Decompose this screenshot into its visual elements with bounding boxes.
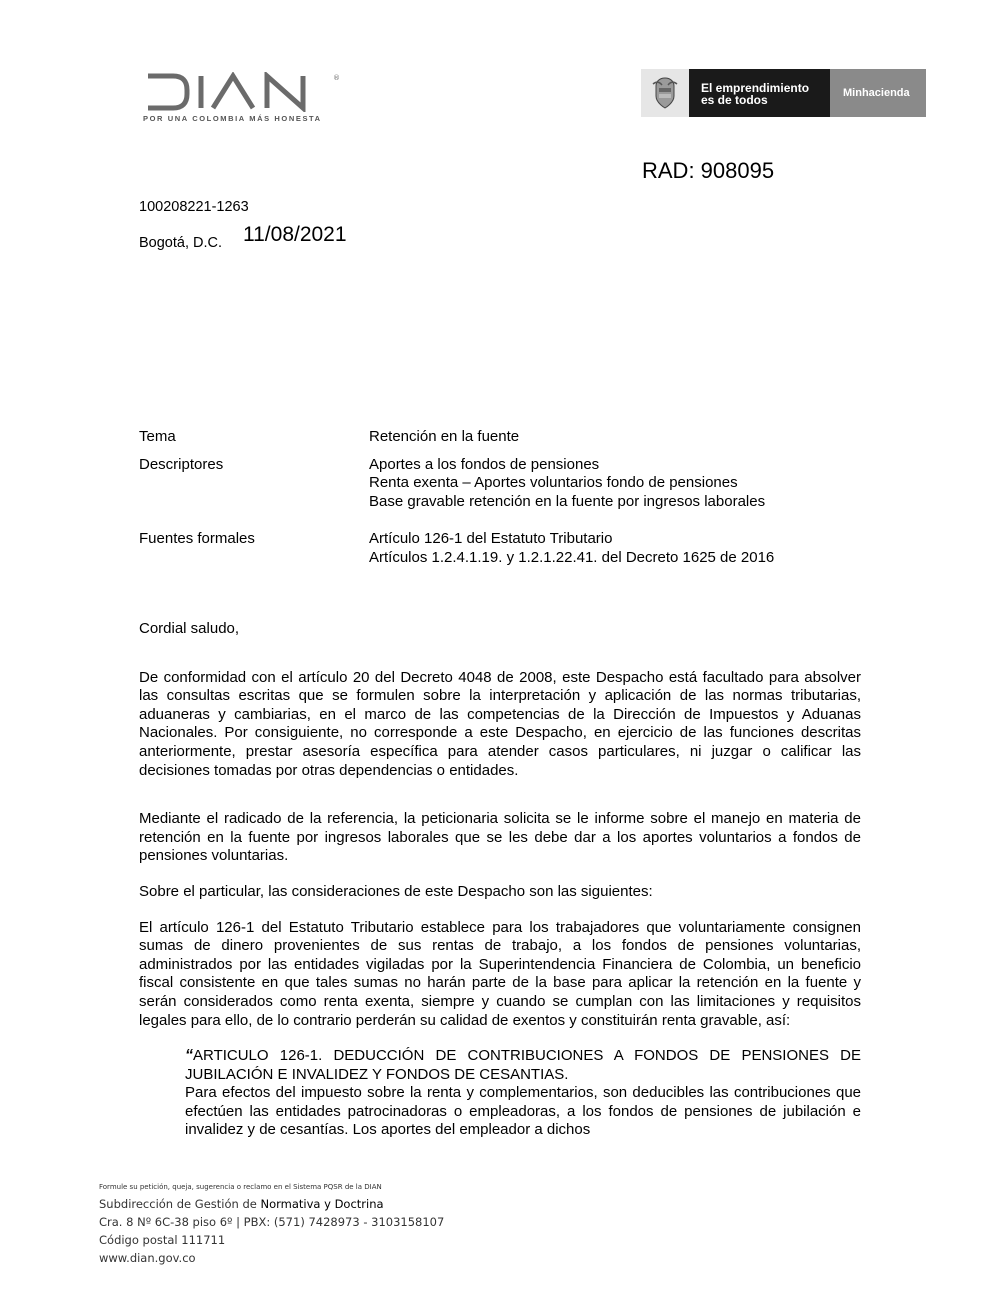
fuente-item: Artículos 1.2.4.1.19. y 1.2.1.22.41. del Decreto 1625 de 2016 (369, 548, 775, 566)
footer-web-link[interactable]: www.dian.gov.co (99, 1251, 196, 1265)
descriptor-item: Renta exenta – Aportes voluntarios fondo de pensiones (369, 474, 738, 491)
footer-pqsr: Formule su petición, queja, sugerencia o reclamo en el Sistema PQSR de la DIAN (99, 1183, 382, 1191)
gov-ministry: Minhacienda (830, 69, 926, 117)
letter-body (139, 620, 861, 1140)
paragraph: El artículo 126-1 del Estatuto Tributario establece para los trabajadores que voluntariamente consignen sumas de dinero provenientes de sus rentas de trabajo, a los fondos de pensiones voluntarias, administrados por las entidades vigiladas por la Superintendencia Financiera de Colombia, un beneficio fiscal consistente en que tales sumas no harán parte de la base para aplicar la retención en la fuente y serán considerados como renta exenta, siempre y cuando se cumplan con las limitaciones y requisitos legales para ello, de lo contrario perderán su calidad de exentos y constituirán renta gravable, así: (139, 918, 861, 1029)
paragraph: Sobre el particular, las consideraciones de este Despacho son las siguientes: (139, 882, 653, 900)
quote-text: Para efectos del impuesto sobre la renta y complementarios, son deducibles las contribuciones que efectúen las entidades patrocinadoras o empleadoras, a los fondos de pensiones de jubilación e invalidez y de cesantías. Los aportes del empleador a dichos (185, 1084, 861, 1139)
descriptor-item: Aportes a los fondos de pensiones (369, 455, 600, 473)
dian-logo-mark (143, 72, 343, 112)
footer (99, 1183, 444, 1267)
city: Bogotá, D.C. (139, 235, 223, 251)
meta-row-fuentes (139, 530, 861, 567)
gov-slogan-line2: es de todos (701, 93, 768, 107)
footer-sub-prefix: Subdirección de Gestión de (99, 1197, 261, 1211)
fuente-item: Artículo 126-1 del Estatuto Tributario (369, 530, 613, 547)
gov-slogan (689, 69, 830, 117)
radicado-number: RAD: 908095 (642, 158, 775, 183)
descriptores-label: Descriptores (139, 455, 224, 473)
quote-title-text: ARTICULO 126-1. DEDUCCIÓN DE CONTRIBUCIONES A FONDOS DE PENSIONES DE JUBILACIÓN E INVALIDEZ Y FONDOS DE CESANTIAS. (185, 1047, 861, 1083)
tema-label: Tema (139, 428, 176, 445)
footer-sub-strong: Normativa y Doctrina (260, 1197, 384, 1211)
descriptor-item: Base gravable retención en la fuente por ingresos laborales (369, 492, 766, 510)
date: 11/08/2021 (243, 223, 347, 246)
logo-tagline: POR UNA COLOMBIA MÁS HONESTA (143, 114, 322, 123)
tema-value: Retención en la fuente (369, 428, 520, 445)
footer-postal: Código postal 111711 (99, 1233, 226, 1247)
coat-of-arms-icon (641, 69, 689, 117)
meta-row-tema (139, 428, 861, 447)
government-banner (641, 69, 926, 117)
reference-number: 100208221-1263 (139, 199, 249, 215)
greeting: Cordial saludo, (139, 620, 240, 637)
footer-subdireccion (99, 1195, 444, 1213)
paragraph: Mediante el radicado de la referencia, la peticionaria solicita se le informe sobre el manejo en materia de retención en la fuente por ingresos laborales que se les debe dar a los aportes voluntarios a fondos de pensiones voluntarias. (139, 810, 861, 865)
fuentes-label: Fuentes formales (139, 530, 255, 547)
svg-text:®: ® (333, 74, 340, 82)
meta-row-descriptores (139, 456, 861, 512)
quote-title (185, 1047, 861, 1084)
paragraph: De conformidad con el artículo 20 del Decreto 4048 de 2008, este Despacho está facultado para absolver las consultas escritas que se formulen sobre la interpretación y aplicación de las normas tributarias, aduaneras y cambiarias, en el marco de las competencias de la Dirección de Impuestos y Aduanas Nacionales. Por consiguiente, no corresponde a este Despacho, en ejercicio de las funciones descritas anteriormente, prestar asesoría específica para atender casos particulares, ni juzgar o calificar las decisiones tomadas por otras dependencias o entidades. (139, 668, 861, 779)
document-metadata (139, 428, 861, 576)
gov-slogan-line1: El emprendimiento (701, 81, 810, 95)
footer-address: Cra. 8 Nº 6C-38 piso 6º | PBX: (571) 7428973 - 3103158107 (99, 1215, 445, 1229)
quote-mark: “ (185, 1047, 193, 1065)
